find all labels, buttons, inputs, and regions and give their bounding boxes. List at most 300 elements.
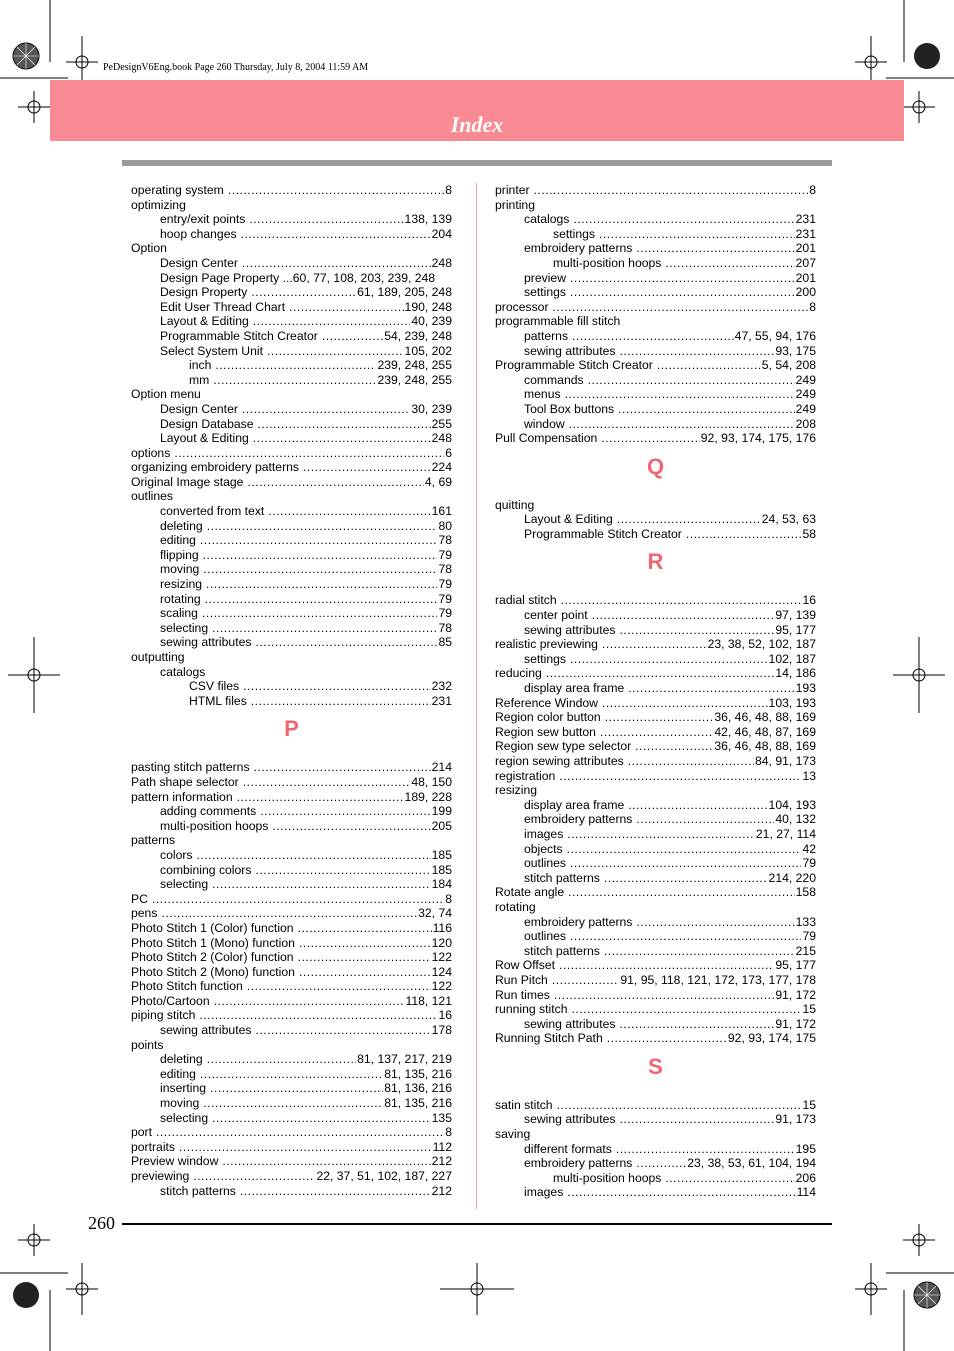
index-entry <box>131 256 452 271</box>
index-pages: 81, 136, 216 <box>384 1081 452 1096</box>
index-entry <box>131 863 452 878</box>
index-pages: 118, 121 <box>405 993 452 1008</box>
index-entry <box>495 681 816 696</box>
index-term: reducing <box>495 666 542 681</box>
index-term: moving <box>160 1096 200 1111</box>
section-letter: P <box>284 716 299 742</box>
index-term: Path shape selector <box>131 774 239 789</box>
dot-leader <box>569 417 795 432</box>
index-entry <box>131 592 452 607</box>
dot-leader <box>206 577 437 592</box>
dot-leader <box>628 798 767 813</box>
index-term: Pull Compensation <box>495 431 598 446</box>
index-pages: 248 <box>431 431 452 446</box>
dot-leader <box>657 358 761 373</box>
index-term: display area frame <box>524 797 625 812</box>
index-entry <box>495 812 816 827</box>
index-entry <box>131 936 452 951</box>
index-term: stitch patterns <box>160 1183 236 1198</box>
index-term: combining colors <box>160 862 252 877</box>
index-pages: 189, 228 <box>404 789 452 804</box>
index-pages: 214 <box>431 760 452 775</box>
index-entry <box>495 402 816 417</box>
dot-leader <box>203 548 438 563</box>
index-term: inch <box>189 358 212 373</box>
dot-leader <box>289 300 403 315</box>
index-entry <box>495 769 816 784</box>
dot-leader <box>255 1023 430 1038</box>
index-pages: 249 <box>795 372 816 387</box>
dot-leader <box>210 1081 383 1096</box>
index-entry <box>131 1023 452 1038</box>
index-pages: 201 <box>795 270 816 285</box>
index-term: registration <box>495 768 556 783</box>
index-pages: 24, 53, 63 <box>761 512 816 527</box>
index-pages: 200 <box>795 285 816 300</box>
dot-leader <box>592 608 775 623</box>
index-entry <box>495 710 816 725</box>
index-pages: 207 <box>795 255 816 270</box>
dot-leader <box>665 1171 794 1186</box>
index-entry <box>495 512 816 527</box>
index-entry <box>495 666 816 681</box>
index-pages: 79 <box>438 606 452 621</box>
dot-leader <box>565 387 795 402</box>
index-pages: 185 <box>431 862 452 877</box>
dot-leader <box>298 950 431 965</box>
index-pages: 78 <box>438 562 452 577</box>
dot-leader <box>156 1125 444 1140</box>
index-entry <box>131 548 452 563</box>
index-term: deleting <box>160 1052 203 1067</box>
dot-leader <box>599 227 795 242</box>
index-pages: 79 <box>438 577 452 592</box>
index-pages: 231 <box>795 226 816 241</box>
dot-leader <box>605 710 714 725</box>
dot-leader <box>546 666 775 681</box>
index-term: options <box>131 445 171 460</box>
dot-leader <box>203 562 437 577</box>
index-term: sewing attributes <box>524 343 616 358</box>
index-entry <box>495 827 816 842</box>
index-pages: 6 <box>445 445 452 460</box>
index-term: CSV files <box>189 679 240 694</box>
index-pages: 249 <box>795 401 816 416</box>
index-entry <box>131 460 452 475</box>
dot-leader <box>197 848 431 863</box>
index-term: pattern information <box>131 789 233 804</box>
index-entry <box>131 314 452 329</box>
index-term: settings <box>524 651 567 666</box>
index-entry <box>495 183 816 198</box>
dot-leader <box>299 965 431 980</box>
index-entry <box>131 979 452 994</box>
index-pages: 78 <box>438 620 452 635</box>
dot-leader <box>602 696 768 711</box>
index-pages: 239, 248, 255 <box>377 358 452 373</box>
index-entry <box>495 300 816 315</box>
index-term: pens <box>131 906 158 921</box>
dot-leader <box>228 183 444 198</box>
index-entry <box>495 593 816 608</box>
dot-leader <box>193 1169 315 1184</box>
index-pages: 231 <box>795 212 816 227</box>
index-entry <box>131 183 452 198</box>
index-pages: 13 <box>802 768 816 783</box>
index-pages: 79 <box>802 929 816 944</box>
index-entry <box>495 387 816 402</box>
index-entry <box>131 694 452 709</box>
index-pages: 105, 202 <box>404 343 452 358</box>
index-entry <box>131 760 452 775</box>
index-term: display area frame <box>524 681 625 696</box>
dot-leader <box>242 256 431 271</box>
index-term: Run Pitch <box>495 972 548 987</box>
column-divider <box>476 183 477 1209</box>
index-term: embroidery patterns <box>524 812 633 827</box>
index-term: resizing <box>495 783 537 798</box>
index-entry <box>495 725 816 740</box>
dot-leader <box>253 431 431 446</box>
index-term: Select System Unit <box>160 343 263 358</box>
index-entry <box>131 1008 452 1023</box>
dot-leader <box>251 694 431 709</box>
index-entry <box>495 696 816 711</box>
index-pages: 124 <box>431 964 452 979</box>
index-entry <box>131 1154 452 1169</box>
index-pages: 23, 38, 52, 102, 187 <box>707 637 816 652</box>
index-term: selecting <box>160 620 209 635</box>
index-pages: 16 <box>802 593 816 608</box>
index-term: Rotate angle <box>495 885 565 900</box>
dot-leader <box>303 460 431 475</box>
index-entry <box>495 417 816 432</box>
index-pages: 42 <box>802 841 816 856</box>
index-entry <box>131 344 452 359</box>
index-pages: 8 <box>809 299 816 314</box>
index-entry <box>495 1017 816 1032</box>
dot-leader <box>572 1002 802 1017</box>
dot-leader <box>567 842 802 857</box>
index-entry <box>131 417 452 432</box>
dot-leader <box>258 417 431 432</box>
dot-leader <box>604 944 795 959</box>
dot-leader <box>253 314 411 329</box>
index-term: images <box>524 826 564 841</box>
dot-leader <box>200 1067 383 1082</box>
index-pages: 178 <box>431 1023 452 1038</box>
dot-leader <box>619 623 774 638</box>
dot-leader <box>619 344 774 359</box>
index-pages: 8 <box>445 183 452 197</box>
index-pages: 16 <box>438 1008 452 1023</box>
index-entry <box>131 921 452 936</box>
dot-leader <box>601 431 699 446</box>
index-entry <box>131 1169 452 1184</box>
index-entry <box>131 489 452 504</box>
index-entry <box>131 906 452 921</box>
index-term: editing <box>160 533 196 548</box>
index-term: running stitch <box>495 1002 568 1017</box>
index-term: entry/exit points <box>160 212 246 227</box>
index-entry <box>495 929 816 944</box>
index-term: Preview window <box>131 1154 219 1169</box>
index-entry <box>495 915 816 930</box>
index-pages: 30, 239 <box>411 401 452 416</box>
index-term: patterns <box>524 328 569 343</box>
index-term: points <box>131 1037 164 1052</box>
index-entry <box>495 241 816 256</box>
dot-leader <box>174 446 444 461</box>
index-entry <box>495 973 816 988</box>
index-term: multi-position hoops <box>553 255 662 270</box>
index-term: Edit User Thread Chart <box>160 299 286 314</box>
index-term: Programmable Stitch Creator <box>524 526 682 541</box>
dot-leader <box>212 1111 431 1126</box>
dot-leader <box>152 892 444 907</box>
index-term: realistic previewing <box>495 637 598 652</box>
index-pages: 232 <box>431 679 452 694</box>
index-term: Programmable Stitch Creator <box>160 328 318 343</box>
index-entry <box>131 373 452 388</box>
index-term: sewing attributes <box>160 1023 252 1038</box>
index-term: PC <box>131 891 148 906</box>
index-pages: 36, 46, 48, 88, 169 <box>714 710 816 725</box>
index-term: stitch patterns <box>524 943 600 958</box>
dot-leader <box>243 775 411 790</box>
index-term: Photo Stitch function <box>131 979 243 994</box>
index-entry <box>495 1002 816 1017</box>
index-pages: 248 <box>431 255 452 270</box>
section-letter: R <box>647 549 664 575</box>
index-pages: 15 <box>802 1097 816 1112</box>
index-entry <box>495 1171 816 1186</box>
dot-leader <box>572 329 734 344</box>
dot-leader <box>552 973 620 988</box>
index-pages: 84, 91, 173 <box>755 754 816 768</box>
index-pages: 133 <box>795 914 816 929</box>
index-term: Region color button <box>495 710 601 725</box>
dot-leader <box>635 739 713 754</box>
dot-leader <box>570 856 801 871</box>
index-pages: 42, 46, 48, 87, 169 <box>714 724 816 739</box>
index-term: editing <box>160 1066 196 1081</box>
dot-leader <box>322 329 383 344</box>
index-entry <box>495 652 816 667</box>
index-pages: 5, 54, 208 <box>761 358 816 373</box>
dot-leader <box>242 402 410 417</box>
index-pages: 36, 46, 48, 88, 169 <box>714 739 816 754</box>
dot-leader <box>240 1184 431 1199</box>
index-entry <box>131 227 452 242</box>
index-term: objects <box>524 841 563 856</box>
index-term: previewing <box>131 1169 190 1183</box>
index-pages: 185 <box>431 847 452 862</box>
index-pages: 104, 193 <box>768 797 816 812</box>
index-entry <box>495 314 816 329</box>
index-term: outlines <box>131 489 174 504</box>
index-pages: 103, 193 <box>768 695 816 710</box>
index-term: Photo Stitch 2 (Color) function <box>131 950 294 965</box>
dot-leader <box>215 358 376 373</box>
index-pages: 138, 139 <box>404 212 452 227</box>
index-entry <box>131 679 452 694</box>
index-pages: 201 <box>795 241 816 256</box>
index-term: Photo Stitch 1 (Mono) function <box>131 935 295 950</box>
index-pages: 78 <box>438 533 452 548</box>
index-pages: 231 <box>431 693 452 708</box>
index-pages: 91, 95, 118, 121, 172, 173, 177, 178 <box>620 972 816 987</box>
dot-leader <box>619 1017 774 1032</box>
dot-leader <box>205 592 438 607</box>
index-pages: 97, 139 <box>775 608 816 623</box>
index-entry <box>131 519 452 534</box>
index-entry <box>495 637 816 652</box>
index-entry <box>495 608 816 623</box>
index-term: settings <box>524 285 567 300</box>
index-term: inserting <box>160 1081 207 1096</box>
index-term: quitting <box>495 497 535 512</box>
index-pages: 93, 175 <box>775 343 816 358</box>
index-pages: 102, 187 <box>768 651 816 666</box>
dot-leader <box>588 373 795 388</box>
index-entry <box>495 1142 816 1157</box>
index-term: region sewing attributes <box>495 754 624 768</box>
index-pages: 224 <box>431 460 452 475</box>
index-term: scaling <box>160 606 198 621</box>
dot-leader <box>255 863 430 878</box>
index-pages: 199 <box>431 804 452 819</box>
dot-leader <box>267 344 404 359</box>
dot-leader <box>298 921 432 936</box>
index-term: sewing attributes <box>524 1112 616 1127</box>
index-entry <box>131 358 452 373</box>
index-term: commands <box>524 372 584 387</box>
index-entry <box>495 271 816 286</box>
index-entry <box>495 198 816 213</box>
index-term: catalogs <box>160 664 206 679</box>
index-entry <box>495 783 816 798</box>
dot-leader <box>619 1112 774 1127</box>
index-entry <box>131 621 452 636</box>
index-term: window <box>524 416 565 431</box>
dot-leader <box>636 1156 686 1171</box>
index-pages: 239, 248, 255 <box>377 372 452 387</box>
dot-leader <box>251 285 356 300</box>
section-letter: Q <box>646 453 665 479</box>
index-term: processor <box>495 299 549 314</box>
index-term: resizing <box>160 577 202 592</box>
index-entry <box>131 1140 452 1155</box>
index-entry <box>131 775 452 790</box>
index-entry <box>131 1038 452 1053</box>
index-entry <box>131 965 452 980</box>
index-pages: 190, 248 <box>404 299 452 314</box>
index-entry <box>495 900 816 915</box>
index-pages: 95, 177 <box>775 958 816 973</box>
index-term: preview <box>524 270 566 285</box>
index-entry <box>131 212 452 227</box>
index-entry <box>131 1081 452 1096</box>
index-entry <box>131 833 452 848</box>
index-term: Layout & Editing <box>160 431 249 446</box>
index-term: hoop changes <box>160 226 237 241</box>
dot-leader <box>247 475 423 490</box>
index-term: sewing attributes <box>160 635 252 650</box>
index-pages: 23, 38, 53, 61, 104, 194 <box>687 1156 816 1171</box>
index-pages: 158 <box>795 885 816 900</box>
index-term: embroidery patterns <box>524 241 633 256</box>
index-pages: 79 <box>438 547 452 562</box>
index-pages: 79 <box>802 856 816 871</box>
index-entry <box>131 665 452 680</box>
index-term: programmable fill stitch <box>495 314 621 329</box>
dot-leader <box>553 300 809 315</box>
index-entry <box>131 892 452 907</box>
index-term: outputting <box>131 650 185 664</box>
dot-leader <box>570 929 801 944</box>
index-pages: 58 <box>802 526 816 541</box>
index-pages: 91, 172 <box>775 987 816 1002</box>
index-pages: 193 <box>795 681 816 696</box>
index-pages: 81, 135, 216 <box>384 1066 452 1081</box>
dot-leader <box>607 1031 727 1046</box>
index-entry <box>495 212 816 227</box>
index-term: settings <box>553 226 596 241</box>
index-entry <box>131 877 452 892</box>
index-entry <box>495 285 816 300</box>
index-term: Programmable Stitch Creator <box>495 358 653 373</box>
dot-leader <box>636 241 794 256</box>
dot-leader <box>573 212 794 227</box>
dot-leader <box>161 906 417 921</box>
index-pages: 80 <box>438 518 452 533</box>
index-entry <box>495 871 816 886</box>
index-pages: 112 <box>432 1139 452 1154</box>
index-pages: 184 <box>431 877 452 892</box>
index-term: optimizing <box>131 197 186 212</box>
index-term: multi-position hoops <box>160 818 269 833</box>
dot-leader <box>255 635 437 650</box>
index-entry <box>495 944 816 959</box>
index-term: Run times <box>495 987 550 1002</box>
index-pages: 120 <box>431 935 452 950</box>
dot-leader <box>212 621 437 636</box>
index-entry <box>495 1185 816 1200</box>
index-entry <box>495 498 816 513</box>
dot-leader <box>243 679 431 694</box>
dot-leader <box>568 885 795 900</box>
index-pages: 95, 177 <box>775 622 816 637</box>
index-term: pasting stitch patterns <box>131 760 250 775</box>
index-term: piping stitch <box>131 1008 196 1023</box>
index-term: patterns <box>131 833 176 848</box>
index-entry <box>131 271 452 286</box>
index-term: Row Offset <box>495 958 556 973</box>
dot-leader <box>249 212 403 227</box>
page-number: 260 <box>88 1213 115 1233</box>
dot-leader <box>207 519 438 534</box>
index-entry <box>131 475 452 490</box>
index-pages: 14, 186 <box>775 666 816 681</box>
index-term: Running Stitch Path <box>495 1031 603 1046</box>
index-pages: 8 <box>445 891 452 906</box>
index-pages: 161 <box>431 504 452 519</box>
dot-leader <box>570 271 795 286</box>
index-entry <box>131 1111 452 1126</box>
index-entry <box>131 950 452 965</box>
index-pages: 15 <box>802 1002 816 1017</box>
